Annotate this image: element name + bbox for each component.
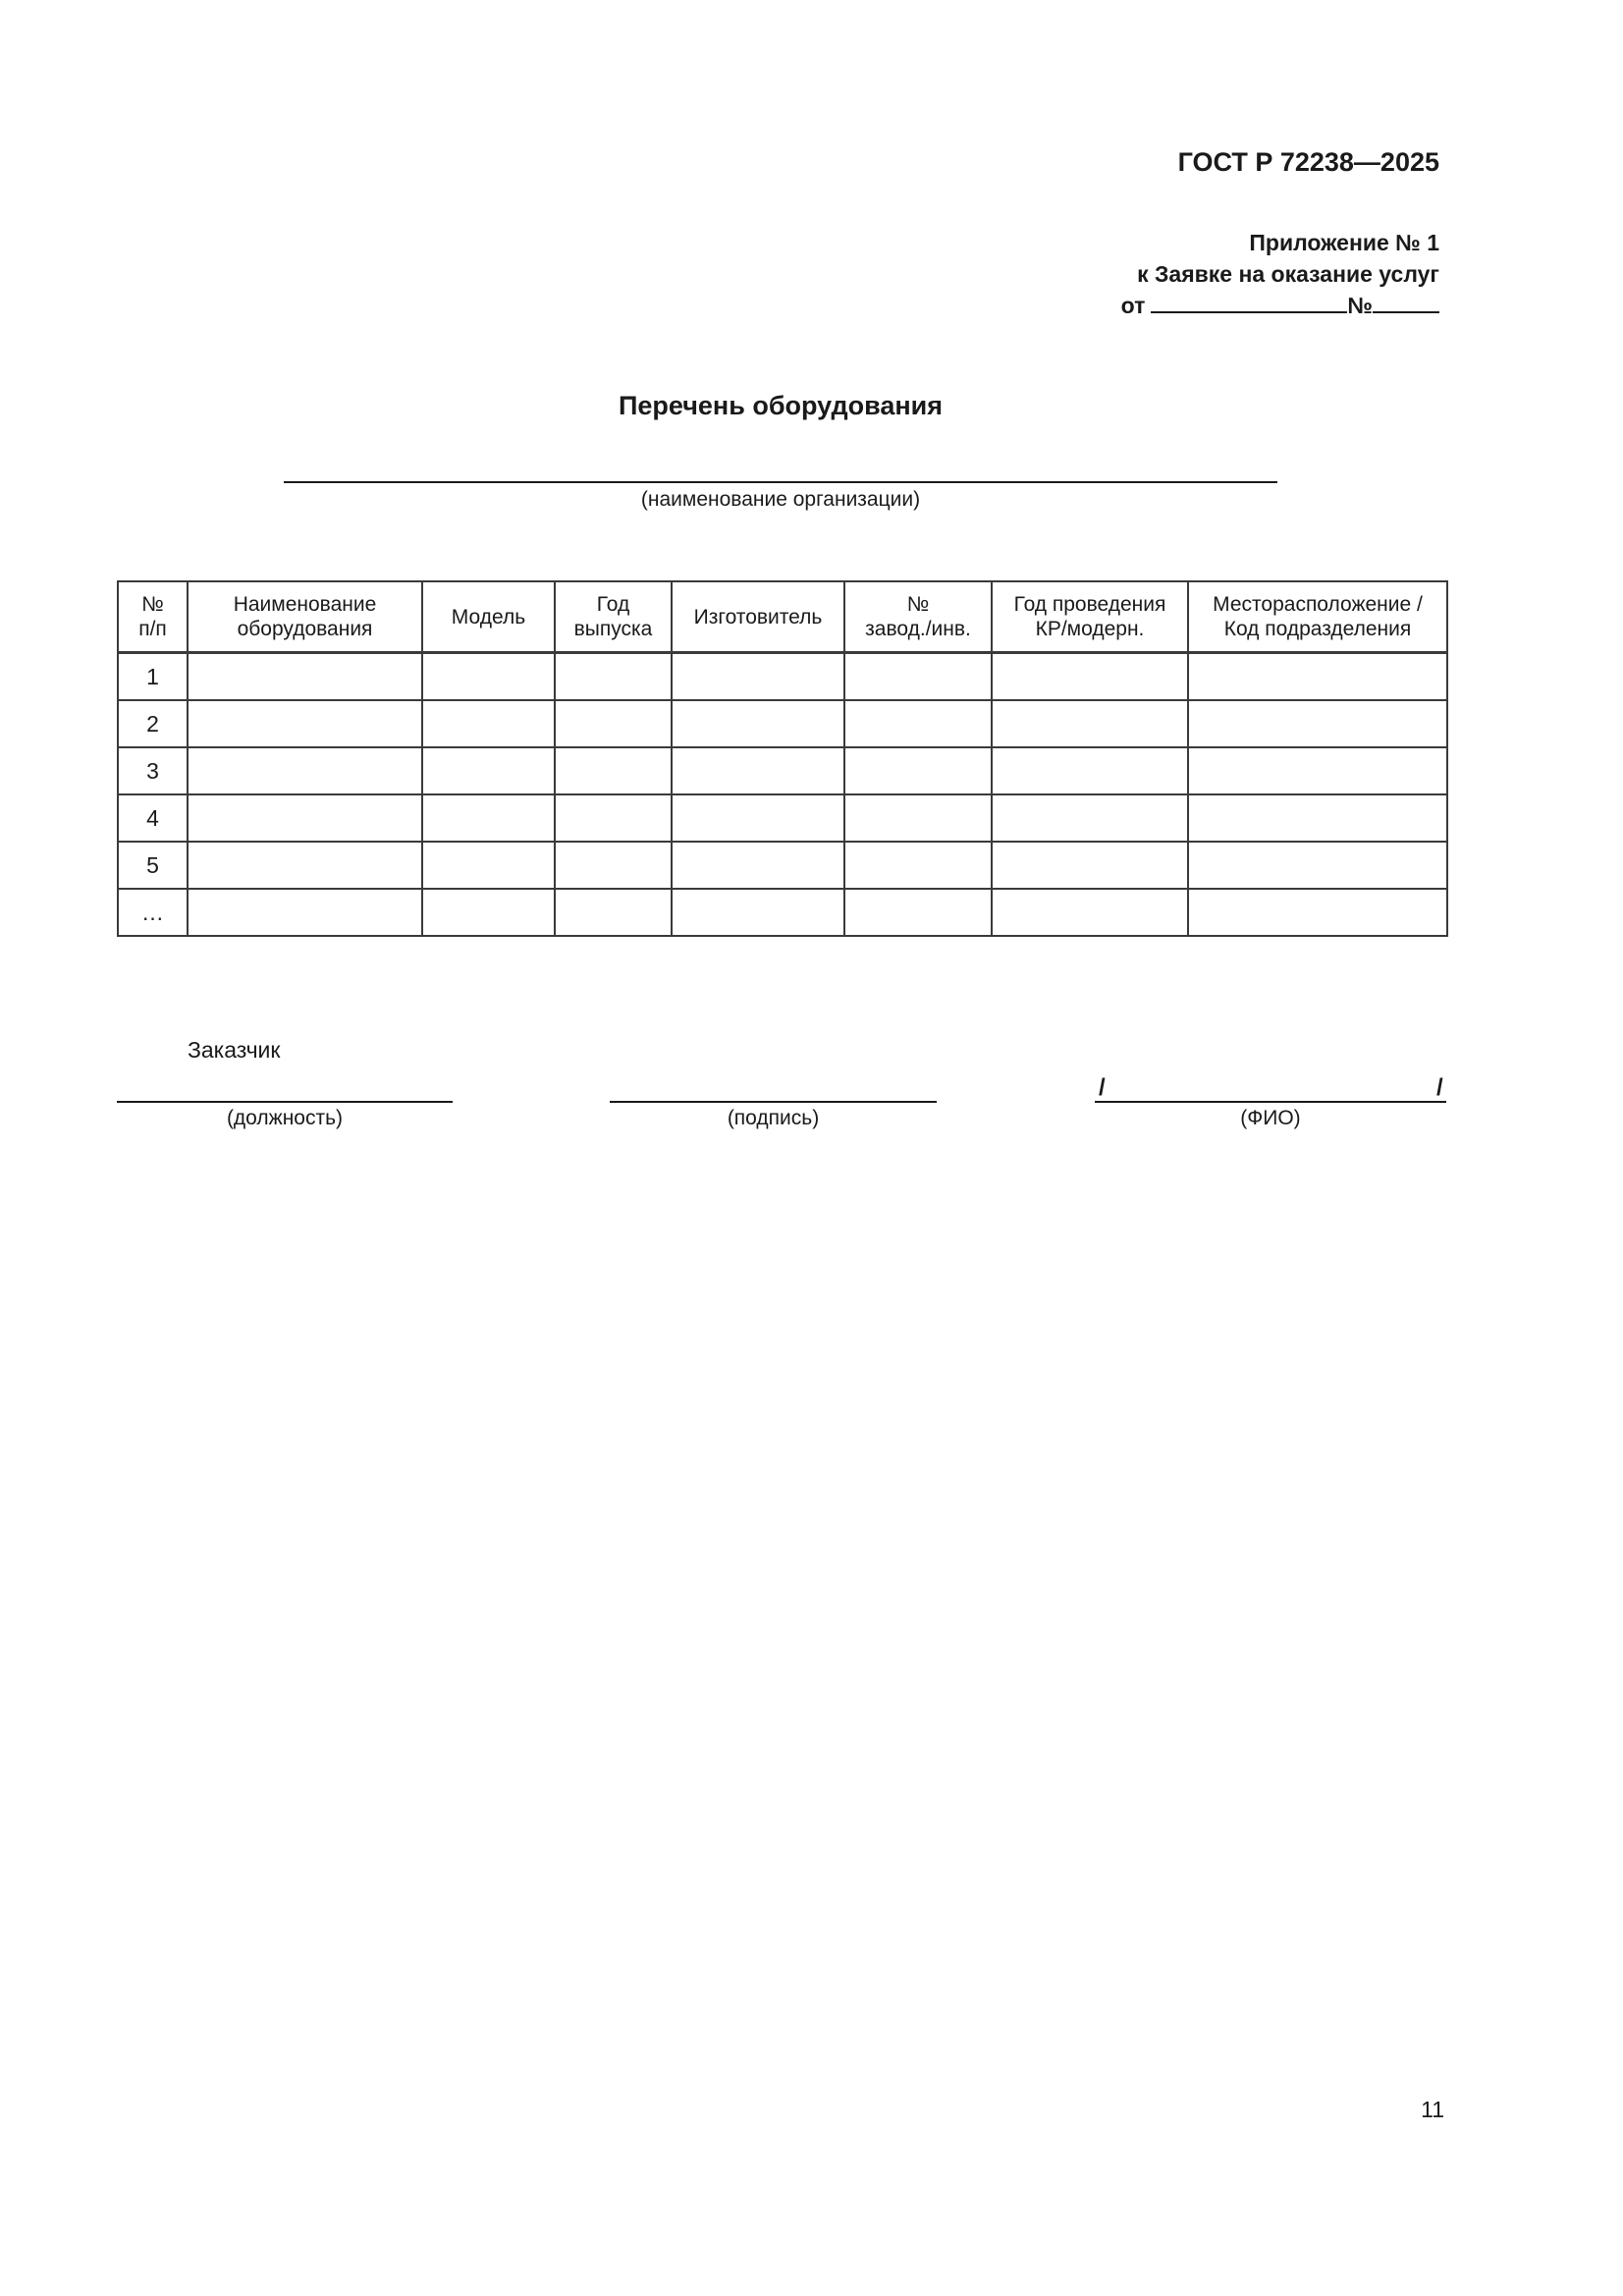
- table-cell: [555, 889, 672, 936]
- signature-caption: (подпись): [727, 1107, 820, 1129]
- header-cell-location: Месторасположение / Код подразделения: [1188, 581, 1447, 653]
- table-row: [118, 889, 1447, 936]
- date-blank: [1151, 290, 1347, 313]
- row-number: 3: [118, 747, 188, 794]
- table-cell: [844, 700, 992, 747]
- header-cell-repair-year: Год проведения КР/модерн.: [992, 581, 1188, 653]
- table-cell: [555, 700, 672, 747]
- table-cell: [555, 794, 672, 842]
- table-cell: [844, 842, 992, 889]
- signature-line: [610, 1101, 937, 1103]
- table-cell: [672, 700, 844, 747]
- table-cell: [422, 653, 555, 701]
- table-row: [118, 747, 1447, 794]
- table-cell: [188, 653, 422, 701]
- header-cell-equipment-name: Наименование оборудования: [188, 581, 422, 653]
- table-row: [118, 700, 1447, 747]
- organization-caption: (наименование организации): [640, 488, 921, 511]
- table-cell: [422, 747, 555, 794]
- appendix-block: [1121, 227, 1439, 321]
- table-cell: [188, 842, 422, 889]
- table-cell: [672, 889, 844, 936]
- row-number: 4: [118, 794, 188, 842]
- table-cell: [422, 889, 555, 936]
- table-cell: [844, 747, 992, 794]
- document-title: Перечень оборудования: [618, 391, 944, 420]
- header-cell-manufacturer: Изготовитель: [672, 581, 844, 653]
- table-cell: [844, 889, 992, 936]
- table-cell: [992, 889, 1188, 936]
- table-cell: [422, 700, 555, 747]
- full-name-line: [1095, 1101, 1446, 1103]
- header-cell-number: № п/п: [118, 581, 188, 653]
- position-caption: (должность): [226, 1107, 344, 1129]
- header-cell-year: Год выпуска: [555, 581, 672, 653]
- table-cell: [422, 842, 555, 889]
- table-cell: [844, 653, 992, 701]
- row-number: 2: [118, 700, 188, 747]
- header-cell-model: Модель: [422, 581, 555, 653]
- table-cell: [555, 653, 672, 701]
- name-slash-right: /: [1436, 1074, 1443, 1101]
- table-cell: [422, 794, 555, 842]
- table-cell: [1188, 700, 1447, 747]
- full-name-caption: (ФИО): [1240, 1107, 1301, 1129]
- table-cell: [1188, 653, 1447, 701]
- table-cell: [992, 653, 1188, 701]
- equipment-table: [117, 580, 1448, 937]
- table-cell: [992, 700, 1188, 747]
- table-cell: [1188, 842, 1447, 889]
- table-cell: [188, 889, 422, 936]
- table-cell: [188, 700, 422, 747]
- header-cell-serial: № завод./инв.: [844, 581, 992, 653]
- row-number: 1: [118, 653, 188, 701]
- table-row: [118, 794, 1447, 842]
- table-cell: [672, 747, 844, 794]
- appendix-subtitle: к Заявке на оказание услуг: [1137, 261, 1439, 287]
- table-cell: [1188, 794, 1447, 842]
- table-header-row: [118, 581, 1447, 653]
- table-cell: [555, 747, 672, 794]
- appendix-date-number: [1121, 290, 1439, 321]
- row-number: 5: [118, 842, 188, 889]
- table-cell: [555, 842, 672, 889]
- table-cell: [992, 842, 1188, 889]
- standard-code: ГОСТ Р 72238—2025: [1177, 147, 1439, 177]
- name-slash-left: /: [1099, 1074, 1106, 1101]
- customer-label: Заказчик: [188, 1037, 281, 1063]
- table-cell: [672, 842, 844, 889]
- position-line: [117, 1101, 453, 1103]
- appendix-title: Приложение № 1: [1249, 230, 1439, 255]
- table-cell: [844, 794, 992, 842]
- table-cell: [188, 794, 422, 842]
- table-row: [118, 653, 1447, 701]
- table-cell: [672, 653, 844, 701]
- appendix-from-label: от: [1120, 293, 1146, 318]
- organization-name-line: [284, 481, 1277, 483]
- table-cell: [1188, 747, 1447, 794]
- table-row: [118, 842, 1447, 889]
- table-cell: [188, 747, 422, 794]
- page-number: 11: [1421, 2097, 1444, 2122]
- table-cell: [672, 794, 844, 842]
- appendix-number-label: №: [1347, 293, 1373, 318]
- table-cell: [992, 794, 1188, 842]
- number-blank: [1373, 290, 1439, 313]
- table-cell: [992, 747, 1188, 794]
- table-cell: [1188, 889, 1447, 936]
- row-number: …: [118, 889, 188, 936]
